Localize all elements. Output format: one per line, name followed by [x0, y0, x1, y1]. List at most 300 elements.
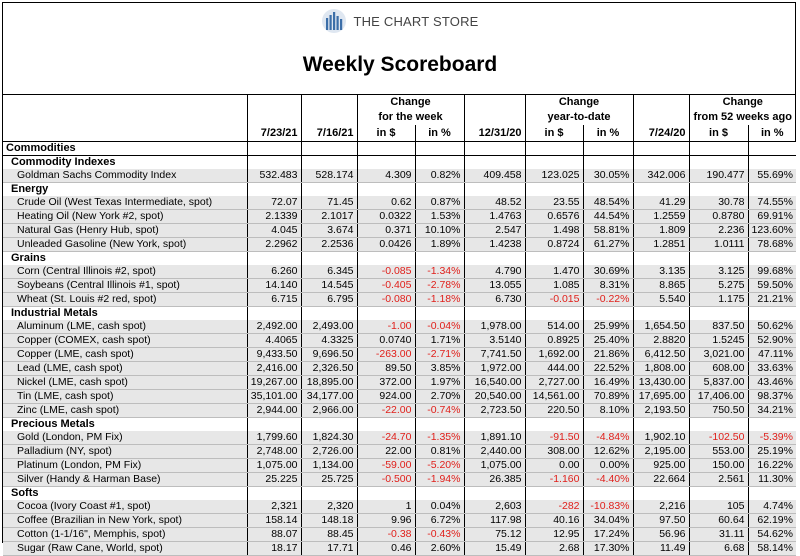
- value-cell: 5.540: [633, 293, 689, 307]
- value-cell: 0.81%: [415, 445, 464, 459]
- value-cell: 1.809: [633, 224, 689, 238]
- value-cell: 1,972.00: [464, 362, 525, 376]
- column-label: in $: [357, 125, 415, 142]
- value-cell: 17,695.00: [633, 390, 689, 404]
- value-cell: 8.10%: [583, 404, 633, 418]
- column-label: 12/31/20: [464, 125, 525, 142]
- group-blank: [525, 418, 583, 432]
- value-cell: 52.90%: [748, 334, 796, 348]
- row-label: Cocoa (Ivory Coast #1, spot): [3, 500, 247, 514]
- value-cell: -102.50: [689, 431, 748, 445]
- group-blank: [357, 252, 415, 266]
- value-cell: 33.63%: [748, 362, 796, 376]
- value-cell: 1,824.30: [301, 431, 357, 445]
- value-cell: 21.86%: [583, 348, 633, 362]
- row-label: Gold (London, PM Fix): [3, 431, 247, 445]
- value-cell: 0.62: [357, 196, 415, 210]
- value-cell: 13,430.00: [633, 376, 689, 390]
- header-change-week-line2: for the week: [357, 110, 464, 125]
- value-cell: 58.14%: [748, 542, 796, 556]
- value-cell: 1,075.00: [247, 459, 301, 473]
- group-blank: [247, 487, 301, 501]
- value-cell: 14,561.00: [525, 390, 583, 404]
- table-row: [3, 334, 796, 348]
- value-cell: 532.483: [247, 169, 301, 183]
- value-cell: 3.674: [301, 224, 357, 238]
- value-cell: 0.0740: [357, 334, 415, 348]
- value-cell: 528.174: [301, 169, 357, 183]
- value-cell: 1,808.00: [633, 362, 689, 376]
- row-label: Platinum (London, PM Fix): [3, 459, 247, 473]
- group-blank: [247, 418, 301, 432]
- value-cell: 6.345: [301, 265, 357, 279]
- table-row: [3, 320, 796, 334]
- row-label: Goldman Sachs Commodity Index: [3, 169, 247, 183]
- value-cell: 1: [357, 500, 415, 514]
- value-cell: 48.52: [464, 196, 525, 210]
- page-title: Weekly Scoreboard: [302, 53, 498, 76]
- group-blank: [689, 307, 748, 321]
- value-cell: 25.725: [301, 473, 357, 487]
- value-cell: 2.2962: [247, 238, 301, 252]
- value-cell: 1.4238: [464, 238, 525, 252]
- value-cell: 16,540.00: [464, 376, 525, 390]
- value-cell: 2.70%: [415, 390, 464, 404]
- value-cell: 2,216: [633, 500, 689, 514]
- value-cell: 30.78: [689, 196, 748, 210]
- value-cell: -1.34%: [415, 265, 464, 279]
- value-cell: 1,902.10: [633, 431, 689, 445]
- header-row-group-subtitles: [3, 110, 796, 125]
- group-blank: [633, 487, 689, 501]
- header-blank: [464, 110, 525, 125]
- value-cell: 1.5245: [689, 334, 748, 348]
- table-row: [3, 431, 796, 445]
- column-label: 7/24/20: [633, 125, 689, 142]
- group-blank: [689, 183, 748, 197]
- value-cell: 2,321: [247, 500, 301, 514]
- value-cell: 34.21%: [748, 404, 796, 418]
- value-cell: 0.371: [357, 224, 415, 238]
- value-cell: 4.309: [357, 169, 415, 183]
- row-label: Palladium (NY, spot): [3, 445, 247, 459]
- value-cell: 60.64: [689, 514, 748, 528]
- group-blank: [247, 156, 301, 170]
- value-cell: -1.18%: [415, 293, 464, 307]
- value-cell: 21.21%: [748, 293, 796, 307]
- value-cell: -0.080: [357, 293, 415, 307]
- value-cell: 1,692.00: [525, 348, 583, 362]
- header-blank: [3, 125, 247, 142]
- table-row: [3, 238, 796, 252]
- value-cell: 3.85%: [415, 362, 464, 376]
- group-row: [3, 307, 796, 321]
- value-cell: 0.82%: [415, 169, 464, 183]
- value-cell: 25.99%: [583, 320, 633, 334]
- section-blank: [357, 142, 415, 156]
- value-cell: 1.175: [689, 293, 748, 307]
- column-label: in $: [525, 125, 583, 142]
- row-label: Copper (LME, cash spot): [3, 348, 247, 362]
- value-cell: 55.69%: [748, 169, 796, 183]
- group-blank: [301, 156, 357, 170]
- column-label: in $: [689, 125, 748, 142]
- value-cell: 2,944.00: [247, 404, 301, 418]
- group-blank: [748, 487, 796, 501]
- value-cell: -0.74%: [415, 404, 464, 418]
- value-cell: 20,540.00: [464, 390, 525, 404]
- value-cell: 1,654.50: [633, 320, 689, 334]
- group-blank: [583, 252, 633, 266]
- table-row: [3, 348, 796, 362]
- value-cell: 34,177.00: [301, 390, 357, 404]
- group-blank: [748, 252, 796, 266]
- value-cell: -22.00: [357, 404, 415, 418]
- value-cell: -5.39%: [748, 431, 796, 445]
- value-cell: 22.00: [357, 445, 415, 459]
- value-cell: -1.160: [525, 473, 583, 487]
- value-cell: 30.69%: [583, 265, 633, 279]
- table-row: [3, 390, 796, 404]
- value-cell: 18,895.00: [301, 376, 357, 390]
- row-label: Nickel (LME, cash spot): [3, 376, 247, 390]
- value-cell: -4.84%: [583, 431, 633, 445]
- value-cell: 1,891.10: [464, 431, 525, 445]
- value-cell: 19,267.00: [247, 376, 301, 390]
- section-blank: [301, 142, 357, 156]
- value-cell: 17.24%: [583, 528, 633, 542]
- group-blank: [415, 252, 464, 266]
- value-cell: 54.62%: [748, 528, 796, 542]
- value-cell: 6.68: [689, 542, 748, 556]
- chart-store-logo-icon: [321, 8, 347, 34]
- row-label: Coffee (Brazilian in New York, spot): [3, 514, 247, 528]
- value-cell: 11.30%: [748, 473, 796, 487]
- row-label: Zinc (LME, cash spot): [3, 404, 247, 418]
- value-cell: 1.71%: [415, 334, 464, 348]
- header-blank: [633, 95, 689, 111]
- value-cell: 925.00: [633, 459, 689, 473]
- section-title: Commodities: [3, 142, 247, 156]
- group-blank: [689, 418, 748, 432]
- value-cell: 44.54%: [583, 210, 633, 224]
- table-row: [3, 445, 796, 459]
- table-row: [3, 279, 796, 293]
- value-cell: 47.11%: [748, 348, 796, 362]
- scoreboard-table: [3, 94, 796, 556]
- value-cell: 2,416.00: [247, 362, 301, 376]
- value-cell: 4.4065: [247, 334, 301, 348]
- value-cell: 1.2559: [633, 210, 689, 224]
- value-cell: 88.45: [301, 528, 357, 542]
- value-cell: 0.8724: [525, 238, 583, 252]
- group-blank: [301, 418, 357, 432]
- section-blank: [415, 142, 464, 156]
- header-blank: [633, 110, 689, 125]
- table-row: [3, 404, 796, 418]
- value-cell: 4.045: [247, 224, 301, 238]
- section-blank: [464, 142, 525, 156]
- value-cell: 10.10%: [415, 224, 464, 238]
- value-cell: 17.30%: [583, 542, 633, 556]
- value-cell: 25.225: [247, 473, 301, 487]
- header-blank: [3, 95, 247, 111]
- value-cell: 6.72%: [415, 514, 464, 528]
- value-cell: 12.95: [525, 528, 583, 542]
- table-row: [3, 362, 796, 376]
- value-cell: 2,492.00: [247, 320, 301, 334]
- value-cell: 750.50: [689, 404, 748, 418]
- group-blank: [583, 156, 633, 170]
- group-blank: [748, 418, 796, 432]
- value-cell: 1.53%: [415, 210, 464, 224]
- table-row: [3, 542, 796, 556]
- group-blank: [415, 156, 464, 170]
- row-label: Heating Oil (New York #2, spot): [3, 210, 247, 224]
- value-cell: 62.19%: [748, 514, 796, 528]
- value-cell: 61.27%: [583, 238, 633, 252]
- group-blank: [301, 487, 357, 501]
- value-cell: -91.50: [525, 431, 583, 445]
- value-cell: 924.00: [357, 390, 415, 404]
- group-blank: [525, 156, 583, 170]
- row-label: Silver (Handy & Harman Base): [3, 473, 247, 487]
- scoreboard-frame: [2, 2, 796, 554]
- value-cell: 34.04%: [583, 514, 633, 528]
- group-blank: [464, 418, 525, 432]
- value-cell: 3.5140: [464, 334, 525, 348]
- value-cell: 0.00: [525, 459, 583, 473]
- value-cell: 41.29: [633, 196, 689, 210]
- value-cell: 14.140: [247, 279, 301, 293]
- group-blank: [633, 156, 689, 170]
- value-cell: 12.62%: [583, 445, 633, 459]
- value-cell: 2.561: [689, 473, 748, 487]
- table-row: [3, 473, 796, 487]
- value-cell: 6,412.50: [633, 348, 689, 362]
- value-cell: 2.236: [689, 224, 748, 238]
- group-row: [3, 183, 796, 197]
- value-cell: 74.55%: [748, 196, 796, 210]
- value-cell: 2.2536: [301, 238, 357, 252]
- value-cell: 59.50%: [748, 279, 796, 293]
- value-cell: -0.04%: [415, 320, 464, 334]
- value-cell: 0.46: [357, 542, 415, 556]
- value-cell: 56.96: [633, 528, 689, 542]
- value-cell: -10.83%: [583, 500, 633, 514]
- group-blank: [583, 307, 633, 321]
- group-blank: [748, 307, 796, 321]
- value-cell: -2.78%: [415, 279, 464, 293]
- value-cell: 16.49%: [583, 376, 633, 390]
- value-cell: 99.68%: [748, 265, 796, 279]
- table-row: [3, 293, 796, 307]
- header-change-52-line1: Change: [689, 95, 796, 111]
- value-cell: 97.50: [633, 514, 689, 528]
- value-cell: 553.00: [689, 445, 748, 459]
- value-cell: 2,603: [464, 500, 525, 514]
- value-cell: 22.52%: [583, 362, 633, 376]
- group-title: Industrial Metals: [3, 307, 247, 321]
- value-cell: 2.1339: [247, 210, 301, 224]
- group-blank: [633, 252, 689, 266]
- group-blank: [525, 487, 583, 501]
- value-cell: 17,406.00: [689, 390, 748, 404]
- value-cell: -2.71%: [415, 348, 464, 362]
- header-blank: [247, 95, 301, 111]
- value-cell: -0.085: [357, 265, 415, 279]
- row-label: Corn (Central Illinois #2, spot): [3, 265, 247, 279]
- group-blank: [357, 418, 415, 432]
- value-cell: 1.97%: [415, 376, 464, 390]
- value-cell: -1.35%: [415, 431, 464, 445]
- brand-name: THE CHART STORE: [353, 13, 479, 29]
- group-blank: [689, 156, 748, 170]
- group-blank: [464, 307, 525, 321]
- value-cell: 1,978.00: [464, 320, 525, 334]
- value-cell: 23.55: [525, 196, 583, 210]
- column-label: in %: [748, 125, 796, 142]
- value-cell: 40.16: [525, 514, 583, 528]
- value-cell: 5,837.00: [689, 376, 748, 390]
- value-cell: 2.8820: [633, 334, 689, 348]
- value-cell: 1.89%: [415, 238, 464, 252]
- row-label: Wheat (St. Louis #2 red, spot): [3, 293, 247, 307]
- scoreboard-body: [3, 95, 796, 556]
- value-cell: 220.50: [525, 404, 583, 418]
- value-cell: 9,433.50: [247, 348, 301, 362]
- brand-logo: [3, 8, 797, 38]
- value-cell: 15.49: [464, 542, 525, 556]
- header-blank: [301, 95, 357, 111]
- group-blank: [583, 183, 633, 197]
- value-cell: 1.498: [525, 224, 583, 238]
- group-blank: [357, 307, 415, 321]
- header-change-week-line1: Change: [357, 95, 464, 111]
- value-cell: 0.04%: [415, 500, 464, 514]
- group-blank: [464, 183, 525, 197]
- value-cell: 190.477: [689, 169, 748, 183]
- group-blank: [415, 307, 464, 321]
- value-cell: 11.49: [633, 542, 689, 556]
- value-cell: 1.4763: [464, 210, 525, 224]
- value-cell: -1.00: [357, 320, 415, 334]
- value-cell: 0.8780: [689, 210, 748, 224]
- value-cell: 48.54%: [583, 196, 633, 210]
- header-row-group-titles: [3, 95, 796, 111]
- row-label: Tin (LME, cash spot): [3, 390, 247, 404]
- group-row: [3, 487, 796, 501]
- value-cell: 372.00: [357, 376, 415, 390]
- header-change-ytd-line2: year-to-date: [525, 110, 633, 125]
- value-cell: 1.085: [525, 279, 583, 293]
- group-blank: [689, 252, 748, 266]
- section-blank: [525, 142, 583, 156]
- table-row: [3, 265, 796, 279]
- table-row: [3, 459, 796, 473]
- value-cell: -0.38: [357, 528, 415, 542]
- value-cell: 1.470: [525, 265, 583, 279]
- value-cell: 2,966.00: [301, 404, 357, 418]
- value-cell: 2.68: [525, 542, 583, 556]
- value-cell: -0.43%: [415, 528, 464, 542]
- value-cell: 30.05%: [583, 169, 633, 183]
- value-cell: 43.46%: [748, 376, 796, 390]
- row-label: Copper (COMEX, cash spot): [3, 334, 247, 348]
- value-cell: 58.81%: [583, 224, 633, 238]
- value-cell: 1.2851: [633, 238, 689, 252]
- value-cell: 6.730: [464, 293, 525, 307]
- row-label: Lead (LME, cash spot): [3, 362, 247, 376]
- table-row: [3, 224, 796, 238]
- header-blank: [247, 110, 301, 125]
- value-cell: 6.260: [247, 265, 301, 279]
- group-blank: [583, 487, 633, 501]
- header-row-column-labels: [3, 125, 796, 142]
- row-label: Natural Gas (Henry Hub, spot): [3, 224, 247, 238]
- value-cell: 25.19%: [748, 445, 796, 459]
- value-cell: 409.458: [464, 169, 525, 183]
- table-row: [3, 169, 796, 183]
- group-blank: [525, 252, 583, 266]
- row-label: Aluminum (LME, cash spot): [3, 320, 247, 334]
- table-row: [3, 514, 796, 528]
- table-row: [3, 500, 796, 514]
- group-blank: [415, 183, 464, 197]
- value-cell: 9,696.50: [301, 348, 357, 362]
- value-cell: 14.545: [301, 279, 357, 293]
- table-row: [3, 196, 796, 210]
- section-blank: [247, 142, 301, 156]
- value-cell: 70.89%: [583, 390, 633, 404]
- table-row: [3, 376, 796, 390]
- group-blank: [633, 307, 689, 321]
- header-blank: [3, 110, 247, 125]
- group-row: [3, 418, 796, 432]
- value-cell: 98.37%: [748, 390, 796, 404]
- row-label: Unleaded Gasoline (New York, spot): [3, 238, 247, 252]
- value-cell: 7,741.50: [464, 348, 525, 362]
- table-row: [3, 210, 796, 224]
- group-blank: [357, 487, 415, 501]
- value-cell: 2,726.00: [301, 445, 357, 459]
- group-blank: [748, 183, 796, 197]
- header-change-ytd-line1: Change: [525, 95, 633, 111]
- row-label: Soybeans (Central Illinois #1, spot): [3, 279, 247, 293]
- value-cell: 1,799.60: [247, 431, 301, 445]
- value-cell: 117.98: [464, 514, 525, 528]
- value-cell: 4.790: [464, 265, 525, 279]
- value-cell: 88.07: [247, 528, 301, 542]
- value-cell: 148.18: [301, 514, 357, 528]
- group-blank: [301, 307, 357, 321]
- group-blank: [464, 156, 525, 170]
- group-blank: [633, 418, 689, 432]
- group-blank: [247, 252, 301, 266]
- value-cell: 6.715: [247, 293, 301, 307]
- value-cell: 608.00: [689, 362, 748, 376]
- group-blank: [633, 183, 689, 197]
- value-cell: 3,021.00: [689, 348, 748, 362]
- value-cell: 342.006: [633, 169, 689, 183]
- value-cell: 150.00: [689, 459, 748, 473]
- column-label: 7/23/21: [247, 125, 301, 142]
- value-cell: 71.45: [301, 196, 357, 210]
- value-cell: 123.025: [525, 169, 583, 183]
- value-cell: 105: [689, 500, 748, 514]
- group-row: [3, 156, 796, 170]
- value-cell: 2.547: [464, 224, 525, 238]
